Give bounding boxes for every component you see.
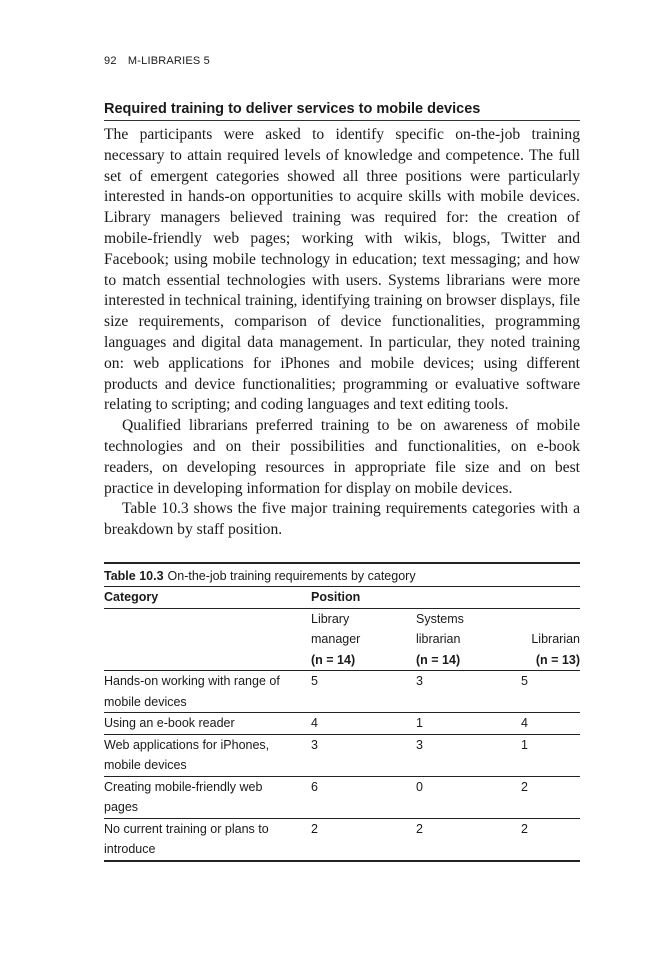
row-value: 3	[311, 734, 416, 776]
paragraph: Table 10.3 shows the five major training requirements categories with a breakdown by staff position.	[104, 500, 580, 539]
col-header-line1: Library	[311, 611, 350, 626]
row-value: 2	[521, 818, 580, 861]
col-header-line2: Librarian	[531, 632, 580, 647]
col-header-line1	[521, 608, 580, 629]
page	[104, 50, 580, 862]
row-category: Web applications for iPhones, mobile devices	[104, 734, 311, 776]
col-header-line1: Systems	[416, 611, 464, 626]
header-position: Position	[311, 587, 580, 609]
row-category: Using an e-book reader	[104, 713, 311, 735]
table-subheader-row	[104, 608, 580, 629]
table-subheader-row	[104, 629, 580, 650]
page-number: 92	[104, 55, 117, 67]
table-caption	[104, 563, 580, 587]
col-n: (n = 13)	[521, 650, 580, 671]
row-value: 2	[521, 776, 580, 818]
row-value: 3	[416, 734, 521, 776]
col-n: (n = 14)	[416, 650, 521, 671]
table-caption-text: On-the-job training requirements by category	[167, 568, 416, 583]
row-value: 3	[416, 671, 521, 713]
row-value: 1	[521, 734, 580, 776]
row-value: 6	[311, 776, 416, 818]
paragraph: The participants were asked to identify specific on-the-job training necessary to attain required levels of knowledge and competence. The full set of emergent categories showed all three positions were particularly interested in hands-on opportunities to acquire skills with mobile devices. Library managers believed training was required for: the creation of mobile-friendly web pages; working with wikis, blogs, Twitter and Facebook; using mobile technology in education; text messaging; and how to match essential technologies with users. Systems librarians were more interested in technical training, identifying training on browser displays, file size requirements, comparison of device functionalities, programming languages and digital data management. In particular, they noted training on: web applications for iPhones and mobile devices; using different products and device functionalities; programming or evaluative software relating to scripting; and coding languages and text editing tools.	[104, 126, 580, 414]
running-head	[104, 55, 580, 67]
table-label: Table 10.3	[104, 568, 164, 583]
body-text	[104, 125, 580, 541]
table-row	[104, 818, 580, 861]
table-row	[104, 734, 580, 776]
paragraph: Qualified librarians preferred training to be on awareness of mobile technologies and on their possibilities and functionalities, on e-book readers, on developing resources in appropriate file size and on best practice in developing information for display on mobile devices.	[104, 417, 580, 497]
table-row	[104, 671, 580, 713]
row-value: 4	[311, 713, 416, 735]
running-title: M-LIBRARIES 5	[127, 55, 210, 67]
table-n-row	[104, 650, 580, 671]
row-value: 0	[416, 776, 521, 818]
section-heading: Required training to deliver services to mobile devices	[104, 101, 580, 121]
row-value: 2	[416, 818, 521, 861]
row-category: Creating mobile-friendly web pages	[104, 776, 311, 818]
table-row	[104, 713, 580, 735]
row-category: Hands-on working with range of mobile devices	[104, 671, 311, 713]
row-value: 5	[521, 671, 580, 713]
row-value: 1	[416, 713, 521, 735]
training-table	[104, 562, 580, 862]
col-header-line2: librarian	[416, 632, 461, 647]
row-value: 4	[521, 713, 580, 735]
table-row	[104, 776, 580, 818]
col-n: (n = 14)	[311, 650, 416, 671]
table-header-row	[104, 587, 580, 609]
row-value: 5	[311, 671, 416, 713]
row-category: No current training or plans to introduce	[104, 818, 311, 861]
header-category: Category	[104, 587, 311, 609]
col-header-line2: manager	[311, 632, 361, 647]
row-value: 2	[311, 818, 416, 861]
